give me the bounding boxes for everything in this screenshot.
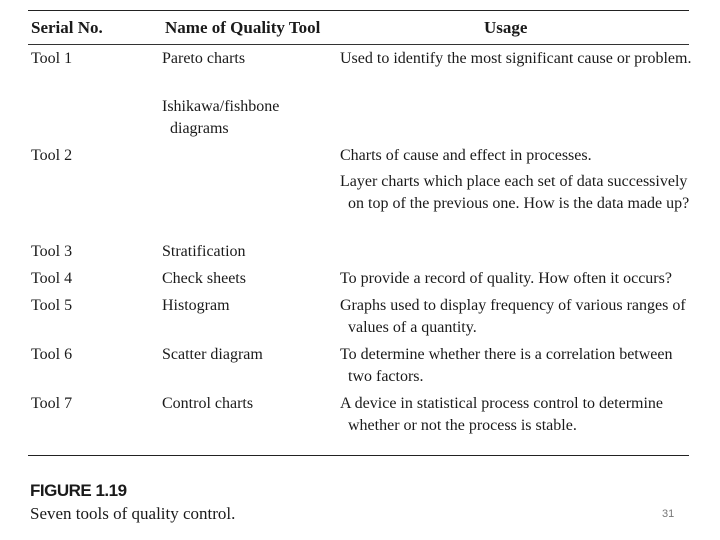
usage-cell: To provide a record of quality. How often it occurs? xyxy=(340,270,672,287)
serial-cell: Tool 6 xyxy=(31,346,73,363)
serial-cell: Tool 7 xyxy=(31,395,73,412)
usage-cell: A device in statistical process control to determine whether or not the process is stable. xyxy=(340,395,664,434)
header-rule xyxy=(28,44,689,45)
usage-cell: To determine whether there is a correlation between two factors. xyxy=(340,346,673,385)
usage-cell: Charts of cause and effect in processes. xyxy=(340,147,592,164)
tool-name-cell: Stratification xyxy=(162,243,246,260)
page-number: 31 xyxy=(662,508,675,520)
figure-caption: Seven tools of quality control. xyxy=(30,504,236,523)
tool-name-cell: Ishikawa/fishbone diagrams xyxy=(162,98,280,137)
tool-name-cell: Histogram xyxy=(162,297,230,314)
serial-cell: Tool 5 xyxy=(31,297,73,314)
serial-cell: Tool 3 xyxy=(31,243,73,260)
serial-cell: Tool 1 xyxy=(31,50,73,67)
usage-cell: Layer charts which place each set of data successively on top of the previous one. How is the data made up? xyxy=(340,173,690,212)
header-tool-name: Name of Quality Tool xyxy=(165,18,321,37)
table-bottom-rule xyxy=(28,455,689,456)
figure-label: FIGURE 1.19 xyxy=(30,481,127,500)
tool-name-cell: Pareto charts xyxy=(162,50,246,67)
tool-name-cell: Check sheets xyxy=(162,270,246,287)
header-serial-no: Serial No. xyxy=(31,18,103,37)
table-top-rule xyxy=(28,10,689,11)
serial-cell: Tool 4 xyxy=(31,270,73,287)
tool-name-cell: Control charts xyxy=(162,395,254,412)
tool-name-cell: Scatter diagram xyxy=(162,346,263,363)
usage-cell: Used to identify the most significant cause or problem. xyxy=(340,50,692,67)
usage-cell: Graphs used to display frequency of various ranges of values of a quantity. xyxy=(340,297,686,336)
serial-cell: Tool 2 xyxy=(31,147,73,164)
header-usage: Usage xyxy=(484,18,528,37)
